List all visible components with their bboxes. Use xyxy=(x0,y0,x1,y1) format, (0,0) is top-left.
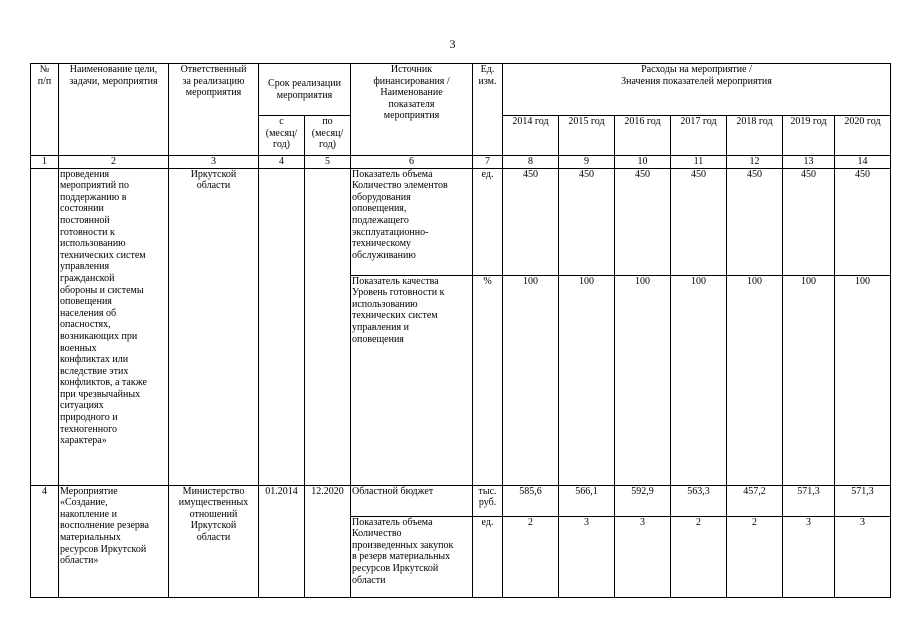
indicator-name: Показатель качества Уровень готовности к использованию технических систем управления и оповещения xyxy=(351,275,473,485)
col-number: 7 xyxy=(473,156,503,169)
value-cell: 100 xyxy=(783,275,835,485)
value-cell: 450 xyxy=(727,168,783,275)
value-cell: 450 xyxy=(783,168,835,275)
col-number: 8 xyxy=(503,156,559,169)
value-cell: 563,3 xyxy=(671,485,727,516)
row-number xyxy=(31,168,59,485)
header-term-from: с (месяц/ год) xyxy=(259,116,305,156)
responsible-cell: Министерство имущественных отношений Иркутской области xyxy=(169,485,259,597)
value-cell: 2 xyxy=(503,516,559,597)
year-header: 2020 год xyxy=(835,116,891,156)
table-row xyxy=(31,168,891,275)
header-term-to: по (месяц/ год) xyxy=(305,116,351,156)
value-cell: 571,3 xyxy=(835,485,891,516)
term-to-cell xyxy=(305,168,351,485)
header-responsible: Ответственный за реализацию мероприятия xyxy=(169,64,259,156)
col-number: 6 xyxy=(351,156,473,169)
year-header: 2015 год xyxy=(559,116,615,156)
header-term: Срок реализации мероприятия xyxy=(259,64,351,116)
col-number: 12 xyxy=(727,156,783,169)
value-cell: 100 xyxy=(503,275,559,485)
unit-cell: тыс. руб. xyxy=(473,485,503,516)
header-name: Наименование цели, задачи, мероприятия xyxy=(59,64,169,156)
value-cell: 3 xyxy=(559,516,615,597)
col-number: 3 xyxy=(169,156,259,169)
financing-source: Областной бюджет xyxy=(351,485,473,516)
value-cell: 566,1 xyxy=(559,485,615,516)
value-cell: 450 xyxy=(615,168,671,275)
value-cell: 450 xyxy=(503,168,559,275)
unit-cell: % xyxy=(473,275,503,485)
page-number: 3 xyxy=(449,37,456,51)
header-num: № п/п xyxy=(31,64,59,156)
unit-cell: ед. xyxy=(473,168,503,275)
indicator-name: Показатель объема Количество элементов оборудования оповещения, подлежащего эксплуатационно- техническому обслуживанию xyxy=(351,168,473,275)
term-to-cell: 12.2020 xyxy=(305,485,351,597)
value-cell: 100 xyxy=(615,275,671,485)
year-header: 2019 год xyxy=(783,116,835,156)
value-cell: 457,2 xyxy=(727,485,783,516)
value-cell: 3 xyxy=(835,516,891,597)
year-header: 2017 год xyxy=(671,116,727,156)
value-cell: 592,9 xyxy=(615,485,671,516)
value-cell: 571,3 xyxy=(783,485,835,516)
year-header: 2016 год xyxy=(615,116,671,156)
unit-cell: ед. xyxy=(473,516,503,597)
value-cell: 100 xyxy=(559,275,615,485)
value-cell: 2 xyxy=(727,516,783,597)
header-expenses: Расходы на мероприятие / Значения показателей мероприятия xyxy=(503,64,891,116)
col-number: 1 xyxy=(31,156,59,169)
col-number: 4 xyxy=(259,156,305,169)
value-cell: 100 xyxy=(671,275,727,485)
value-cell: 3 xyxy=(783,516,835,597)
col-number: 11 xyxy=(671,156,727,169)
col-number: 5 xyxy=(305,156,351,169)
col-number: 14 xyxy=(835,156,891,169)
column-numbers-row xyxy=(31,156,891,169)
event-name: проведения мероприятий по поддержанию в состоянии постоянной готовности к использованию технических систем управления гражданской обороны и системы оповещения населения об опасностях, возникающих при военных конфликтах или вследствие этих конфликтов, а также при чрезвычайных ситуациях природного и техногенного характера» xyxy=(59,168,169,485)
value-cell: 585,6 xyxy=(503,485,559,516)
expenses-table xyxy=(30,63,891,598)
value-cell: 100 xyxy=(727,275,783,485)
value-cell: 2 xyxy=(671,516,727,597)
event-name: Мероприятие «Создание, накопление и восполнение резерва материальных ресурсов Иркутской области» xyxy=(59,485,169,597)
col-number: 10 xyxy=(615,156,671,169)
indicator-name: Показатель объема Количество произведенных закупок в резерв материальных ресурсов Иркутской области xyxy=(351,516,473,597)
year-header: 2014 год xyxy=(503,116,559,156)
row-number: 4 xyxy=(31,485,59,597)
col-number: 9 xyxy=(559,156,615,169)
value-cell: 450 xyxy=(671,168,727,275)
value-cell: 450 xyxy=(835,168,891,275)
value-cell: 3 xyxy=(615,516,671,597)
header-source: Источник финансирования / Наименование показателя мероприятия xyxy=(351,64,473,156)
term-from-cell xyxy=(259,168,305,485)
value-cell: 450 xyxy=(559,168,615,275)
header-unit: Ед. изм. xyxy=(473,64,503,156)
table-row xyxy=(31,485,891,516)
term-from-cell: 01.2014 xyxy=(259,485,305,597)
value-cell: 100 xyxy=(835,275,891,485)
col-number: 2 xyxy=(59,156,169,169)
year-header: 2018 год xyxy=(727,116,783,156)
col-number: 13 xyxy=(783,156,835,169)
responsible-cell: Иркутской области xyxy=(169,168,259,485)
